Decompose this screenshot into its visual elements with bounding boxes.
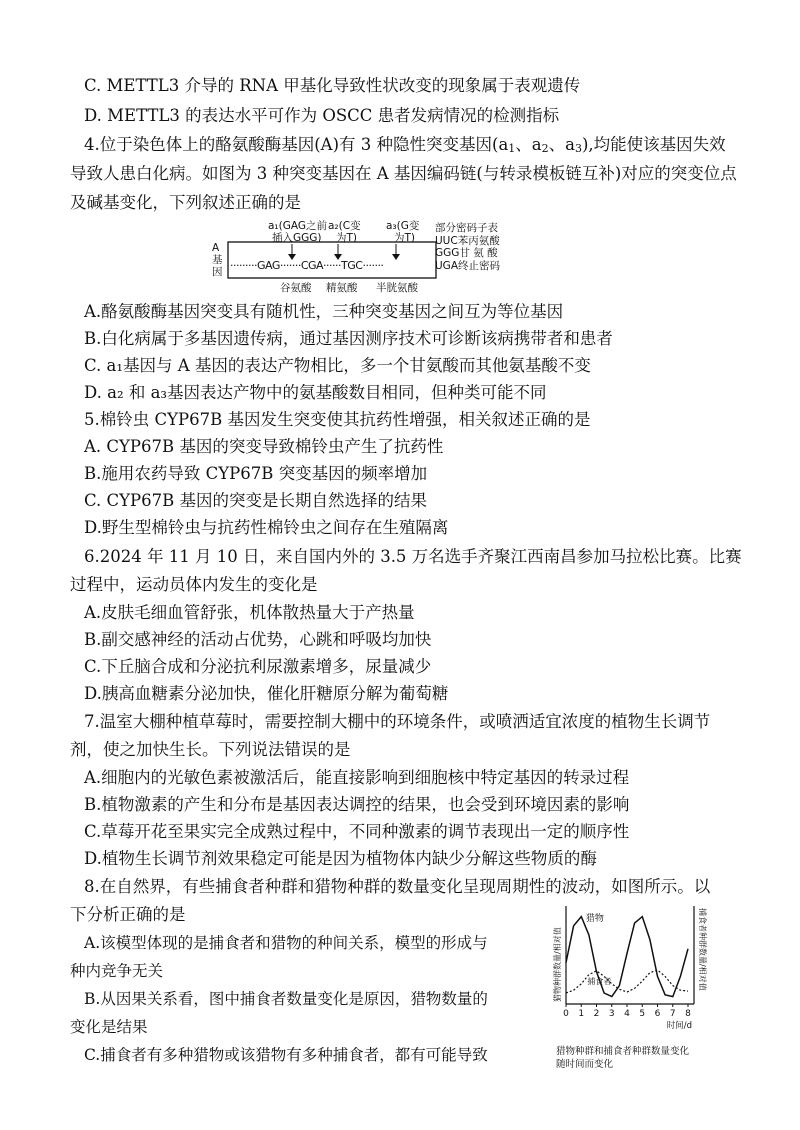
- y-axis-label-left: 猎物种群数量/相对值: [553, 927, 562, 1002]
- aa-label-1: 谷氨酸: [280, 282, 312, 294]
- gene-sequence: ·········GAG·······CGA······TGC·······: [230, 259, 384, 272]
- q8-option-a-line1: A.该模型体现的是捕食者和猎物的种间关系，模型的形成与: [84, 934, 488, 952]
- q5-option-b: B.施用农药导致 CYP67B 突变基因的频率增加: [84, 464, 428, 483]
- q8-option-b-line1: B.从因果关系看，图中捕食者数量变化是原因，猎物数量的: [84, 990, 488, 1008]
- q4-stem-line3: 及碱基变化，下列叙述正确的是: [70, 193, 301, 212]
- x-tick-label: 3: [608, 1009, 615, 1019]
- aa-label-2: 精氨酸: [326, 282, 358, 294]
- q8-stem-line2: 下分析正确的是: [70, 905, 186, 924]
- q6-option-c: C.下丘脑合成和分泌抗利尿激素增多，尿量减少: [84, 657, 432, 676]
- gene-side-label: A基因: [212, 242, 223, 278]
- x-tick-label: 2: [593, 1009, 600, 1019]
- x-tick-label: 4: [624, 1009, 630, 1019]
- mutation-a3-label: a₃(G变: [386, 220, 420, 232]
- q6-stem-line2: 过程中，运动员体内发生的变化是: [70, 575, 318, 594]
- q4-option-a: A.酪氨酸酶基因突变具有随机性，三种突变基因之间互为等位基因: [84, 302, 564, 321]
- q8-stem-line1: 8.在自然界，有些捕食者种群和猎物种群的数量变化呈现周期性的波动，如图所示。以: [84, 877, 711, 896]
- q7-option-c: C.草莓开花至果实完全成熟过程中，不同种激素的调节表现出一定的顺序性: [84, 822, 630, 841]
- series-line-prey: [566, 917, 688, 997]
- x-tick-label: 6: [654, 1009, 661, 1019]
- mutation-a1-label: a₁(GAG之前: [268, 220, 328, 232]
- predator-prey-chart: [540, 900, 710, 1030]
- q6-option-a: A.皮肤毛细血管舒张，机体散热量大于产热量: [84, 603, 415, 622]
- codon-row: GGG甘 氨 酸: [435, 247, 498, 259]
- q8-option-b-line2: 变化是结果: [70, 1018, 148, 1036]
- q5-option-d: D.野生型棉铃虫与抗药性棉铃虫之间存在生殖隔离: [84, 518, 449, 537]
- y-axis-label-right: 捕食者种群数量/相对值: [698, 908, 707, 991]
- q6-option-d: D.胰高血糖素分泌加快，催化肝糖原分解为葡萄糖: [84, 684, 449, 703]
- q7-option-a: A.细胞内的光敏色素被激活后，能直接影响到细胞核中特定基因的转录过程: [84, 768, 630, 787]
- q7-option-d: D.植物生长调节剂效果稳定可能是因为植物体内缺少分解这些物质的酶: [84, 849, 597, 868]
- option-c-prev: C. METTL3 介导的 RNA 甲基化导致性状改变的现象属于表观遗传: [84, 76, 581, 95]
- codon-row: UGA终止密码: [435, 259, 501, 272]
- option-d-prev: D. METTL3 的表达水平可作为 OSCC 患者发病情况的检测指标: [84, 106, 560, 125]
- mutation-a2-label: a₂(C变: [328, 220, 361, 232]
- aa-label-3: 半胱氨酸: [376, 282, 418, 294]
- x-tick-label: 1: [578, 1009, 585, 1019]
- q6-stem-line1: 6.2024 年 11 月 10 日，来自国内外的 3.5 万名选手齐聚江西南昌参加马拉松比赛。比赛: [84, 547, 742, 566]
- codon-row: UUC苯丙氨酸: [435, 234, 500, 247]
- chart-caption-line2: 随时间而变化: [556, 1059, 614, 1070]
- q7-option-b: B.植物激素的产生和分布是基因表达调控的结果，也会受到环境因素的影响: [84, 795, 630, 814]
- q4-option-b: B.白化病属于多基因遗传病，通过基因测序技术可诊断该病携带者和患者: [84, 329, 613, 348]
- q5-option-c: C. CYP67B 基因的突变是长期自然选择的结果: [84, 491, 428, 510]
- mutation-a2-label2: 为T): [336, 232, 358, 244]
- x-tick-label: 5: [639, 1009, 646, 1019]
- series-line-predator: [566, 970, 688, 993]
- x-axis-label: 时间/d: [666, 1021, 692, 1030]
- x-tick-label: 7: [669, 1009, 676, 1019]
- q8-option-c-line1: C.捕食者有多种猎物或该猎物有多种捕食者，都有可能导致: [84, 1046, 488, 1064]
- chart-caption-line1: 猎物种群和捕食者种群数量变化: [556, 1046, 690, 1057]
- predator-label: 捕食者: [587, 976, 612, 986]
- x-tick-label: 0: [563, 1009, 569, 1019]
- q7-stem-line1: 7.温室大棚种植草莓时，需要控制大棚中的环境条件，或喷洒适宜浓度的植物生长调节: [84, 712, 711, 731]
- prey-label: 猎物: [585, 914, 604, 925]
- mutation-a3-label2: 为T): [394, 232, 416, 244]
- codon-table: [435, 222, 500, 272]
- q4-option-c: C. a₁基因与 A 基因的表达产物相比，多一个甘氨酸而其他氨基酸不变: [84, 356, 591, 375]
- mutation-a1-label2: 插入GGG): [272, 232, 322, 244]
- q8-option-a-line2: 种内竞争无关: [70, 962, 164, 980]
- q4-stem-line2: 导致人患白化病。如图为 3 种突变基因在 A 基因编码链(与转录模板链互补)对应的突变位点: [70, 164, 737, 183]
- q4-option-d: D. a₂ 和 a₃基因表达产物中的氨基酸数目相同，但种类可能不同: [84, 383, 547, 402]
- codon-table-title: 部分密码子表: [435, 222, 498, 234]
- q6-option-b: B.副交感神经的活动占优势，心跳和呼吸均加快: [84, 630, 432, 649]
- q5-option-a: A. CYP67B 基因的突变导致棉铃虫产生了抗药性: [84, 437, 444, 456]
- x-tick-label: 8: [685, 1009, 691, 1019]
- q4-stem-line1: 4.位于染色体上的酪氨酸酶基因(A)有 3 种隐性突变基因(a1、a2、a3),均能使该基因失效: [84, 135, 726, 155]
- q7-stem-line2: 剂，使之加快生长。下列说法错误的是: [70, 740, 351, 759]
- q5-stem: 5.棉铃虫 CYP67B 基因发生突变使其抗药性增强，相关叙述正确的是: [84, 410, 591, 429]
